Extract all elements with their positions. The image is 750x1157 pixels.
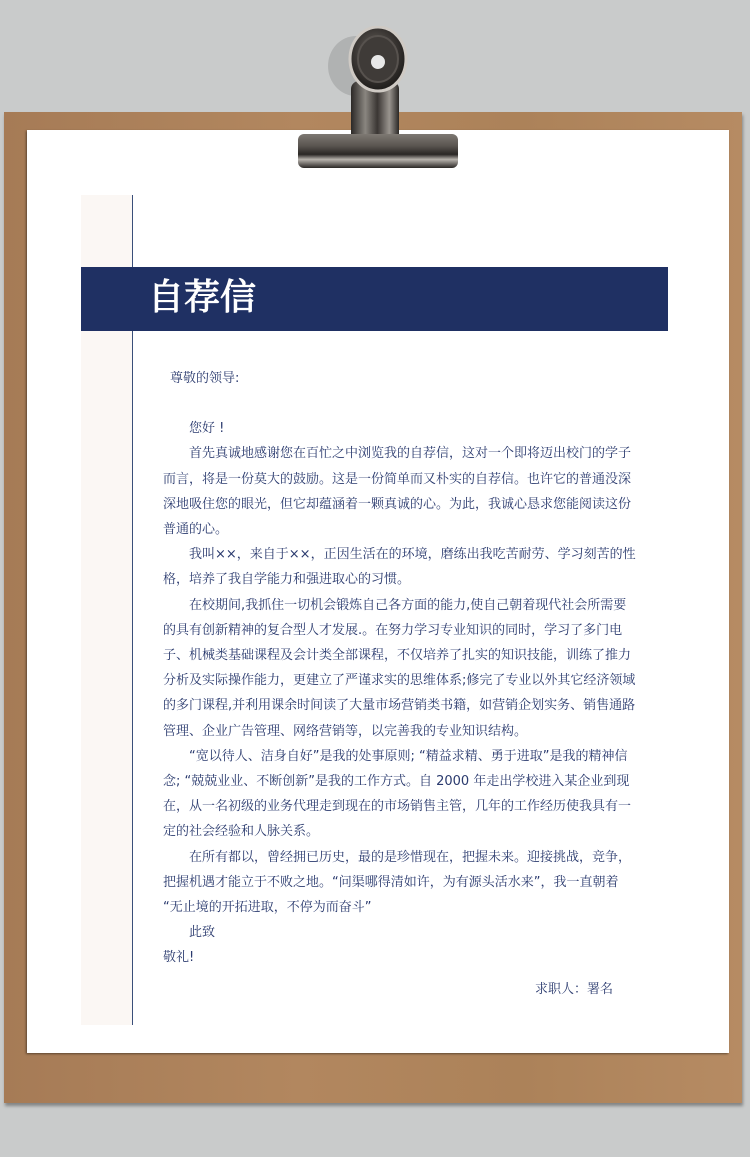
greeting: 您好 ! [189, 421, 225, 437]
title-bar [81, 267, 668, 331]
letter-body [163, 366, 637, 1002]
salutation: 尊敬的领导: [170, 371, 240, 386]
paragraph: “宽以待人、洁身自好”是我的处事原则; “精益求精、勇于进取”是我的精神信念; “兢兢业业、不断创新”是我的工作方式。自 2000 年走出学校进入某企业到现在，从一名初级的业务代理走到现在的市场销售主管，几年的工作经历使我具有一定的社会经验和人脉关系。 [163, 748, 632, 840]
paragraph: 在所有都以，曾经拥已历史，最的是珍惜现在，把握未来。迎接挑战，竞争，把握机遇才能立于不败之地。“问渠哪得清如许，为有源头活水来”，我一直朝着 “无止境的开拓进取，不停为而奋斗” [163, 849, 632, 916]
binder-clip-icon [296, 26, 466, 171]
paragraph: 首先真诚地感谢您在百忙之中浏览我的自荐信，这对一个即将迈出校门的学子而言，将是一份莫大的鼓励。这是一份简单而又朴实的自荐信。也许它的普通没深深地吸住您的眼光，但它却蕴涵着一颗真诚的心。为此，我诚心恳求您能阅读这份普通的心。 [163, 446, 632, 538]
paragraph: 在校期间,我抓住一切机会锻炼自己各方面的能力,使自己朝着现代社会所需要的具有创新精神的复合型人才发展.。在努力学习专业知识的同时，学习了多门电子、机械类基础课程及会计类全部课程，不仅培养了扎实的知识技能，训练了推力分析及实际操作能力，更建立了严谨求实的思维体系;修完了专业以外其它经济领域的多门课程,并利用课余时间读了大量市场营销类书籍，如营销企划实务、销售通路管理、企业广告管理、网络营销等，以完善我的专业知识结构。 [163, 597, 636, 739]
page-title: 自荐信 [148, 277, 257, 318]
signature: 求职人：署名 [534, 981, 613, 997]
paragraph: 我叫××，来自于××，正因生活在的环境，磨练出我吃苦耐劳、学习刻苦的性格，培养了我自学能力和强进取心的习惯。 [163, 547, 636, 588]
closing-line: 此致 [189, 925, 216, 941]
closing-regards: 敬礼! [163, 950, 195, 966]
